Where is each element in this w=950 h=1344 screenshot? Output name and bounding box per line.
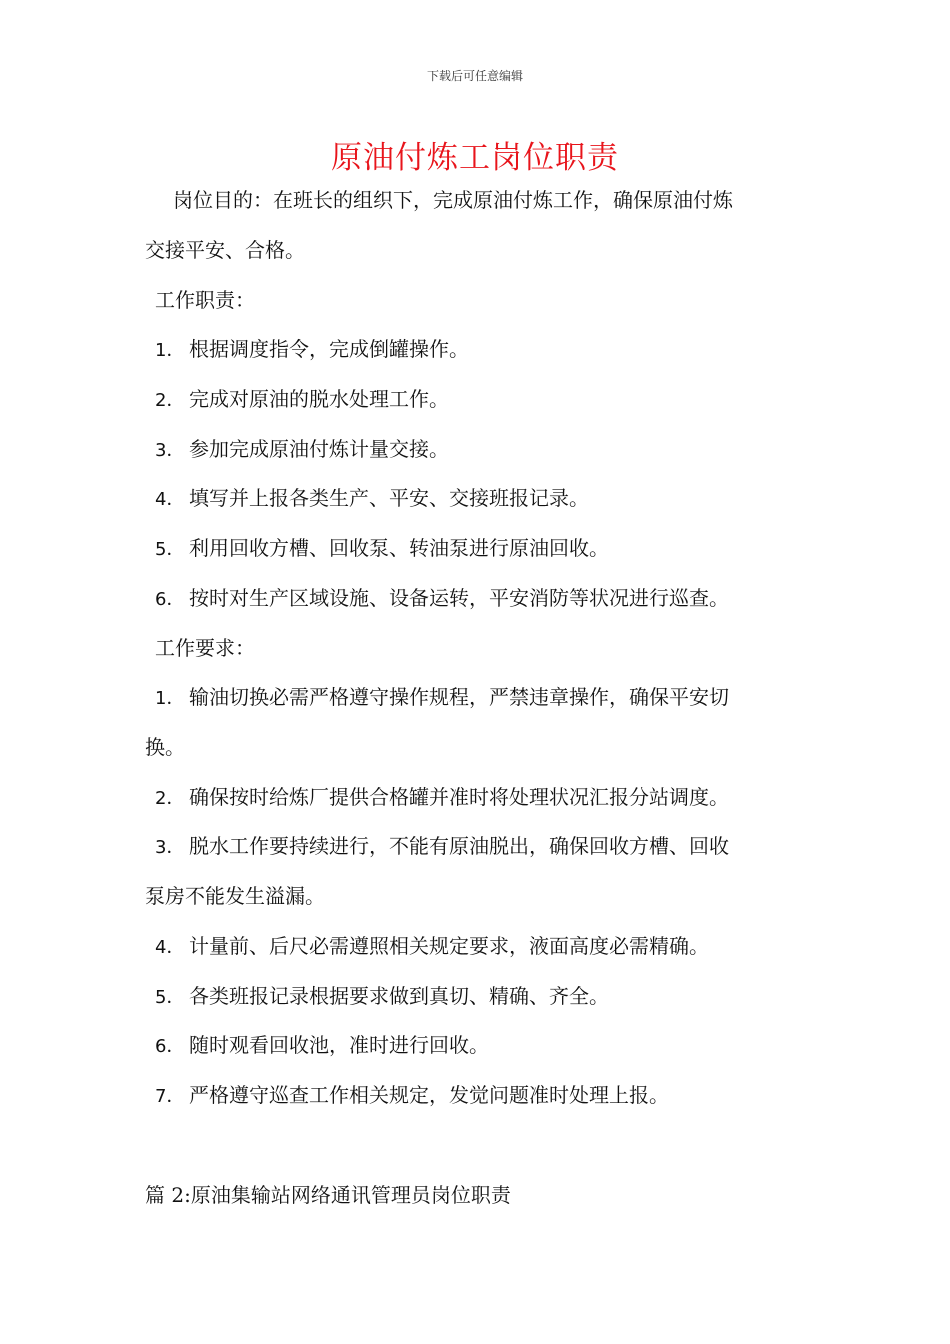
- requirement-item: [145, 1033, 825, 1059]
- requirement-item: [145, 785, 825, 811]
- duty-item-text: 按时对生产区域设施、设备运转，平安消防等状况进行巡查。: [189, 586, 729, 610]
- duty-item-number: 6．: [155, 589, 185, 610]
- duty-item: [145, 536, 825, 562]
- duty-item-text: 利用回收方槽、回收泵、转油泵进行原油回收。: [189, 536, 609, 560]
- requirement-item: [145, 685, 825, 711]
- requirement-item-text: 各类班报记录根据要求做到真切、精确、齐全。: [189, 984, 609, 1008]
- duties-heading: 工作职责：: [155, 288, 255, 312]
- requirement-item-number: 6．: [155, 1036, 185, 1057]
- requirement-item-number: 4．: [155, 937, 185, 958]
- requirement-item-text: 确保按时给炼厂提供合格罐并准时将处理状况汇报分站调度。: [189, 785, 729, 809]
- requirements-heading: 工作要求：: [155, 636, 255, 660]
- duty-item-number: 4．: [155, 489, 185, 510]
- requirement-item-number: 5．: [155, 987, 185, 1008]
- duty-item-number: 3．: [155, 440, 185, 461]
- duty-item: [145, 337, 825, 363]
- duty-item-text: 根据调度指令，完成倒罐操作。: [189, 337, 469, 361]
- requirement-item-continuation: 泵房不能发生溢漏。: [145, 884, 325, 908]
- purpose-line-1: 岗位目的：在班长的组织下，完成原油付炼工作，确保原油付炼: [173, 188, 733, 212]
- duty-item-number: 1．: [155, 340, 185, 361]
- duty-item-text: 参加完成原油付炼计量交接。: [189, 437, 449, 461]
- duty-item-text: 完成对原油的脱水处理工作。: [189, 387, 449, 411]
- purpose-line-2: 交接平安、合格。: [145, 238, 305, 262]
- requirement-item-number: 7．: [155, 1086, 185, 1107]
- requirement-item: [145, 984, 825, 1010]
- requirement-item-text: 严格遵守巡查工作相关规定，发觉问题准时处理上报。: [189, 1083, 669, 1107]
- requirement-item-number: 2．: [155, 788, 185, 809]
- duty-item: [145, 387, 825, 413]
- requirement-item-number: 3．: [155, 837, 185, 858]
- requirement-item: [145, 834, 825, 860]
- requirement-item-text: 计量前、后尺必需遵照相关规定要求，液面高度必需精确。: [189, 934, 709, 958]
- requirement-item-text: 脱水工作要持续进行，不能有原油脱出，确保回收方槽、回收: [189, 834, 729, 858]
- duty-item: [145, 586, 825, 612]
- duty-item-number: 5．: [155, 539, 185, 560]
- duty-item: [145, 486, 825, 512]
- duty-item-number: 2．: [155, 390, 185, 411]
- document-title: 原油付炼工岗位职责: [331, 140, 619, 176]
- requirement-item: [145, 1083, 825, 1109]
- requirement-item-text: 输油切换必需严格遵守操作规程，严禁违章操作，确保平安切: [189, 685, 729, 709]
- duty-item-text: 填写并上报各类生产、平安、交接班报记录。: [189, 486, 589, 510]
- requirement-item-continuation: 换。: [145, 735, 185, 759]
- header-note: 下载后可任意编辑: [426, 69, 523, 83]
- duty-item: [145, 437, 825, 463]
- requirement-item-number: 1．: [155, 688, 185, 709]
- next-section-heading: 篇 2:原油集输站网络通讯管理员岗位职责: [145, 1183, 511, 1207]
- requirement-item: [145, 934, 825, 960]
- requirement-item-text: 随时观看回收池，准时进行回收。: [189, 1033, 489, 1057]
